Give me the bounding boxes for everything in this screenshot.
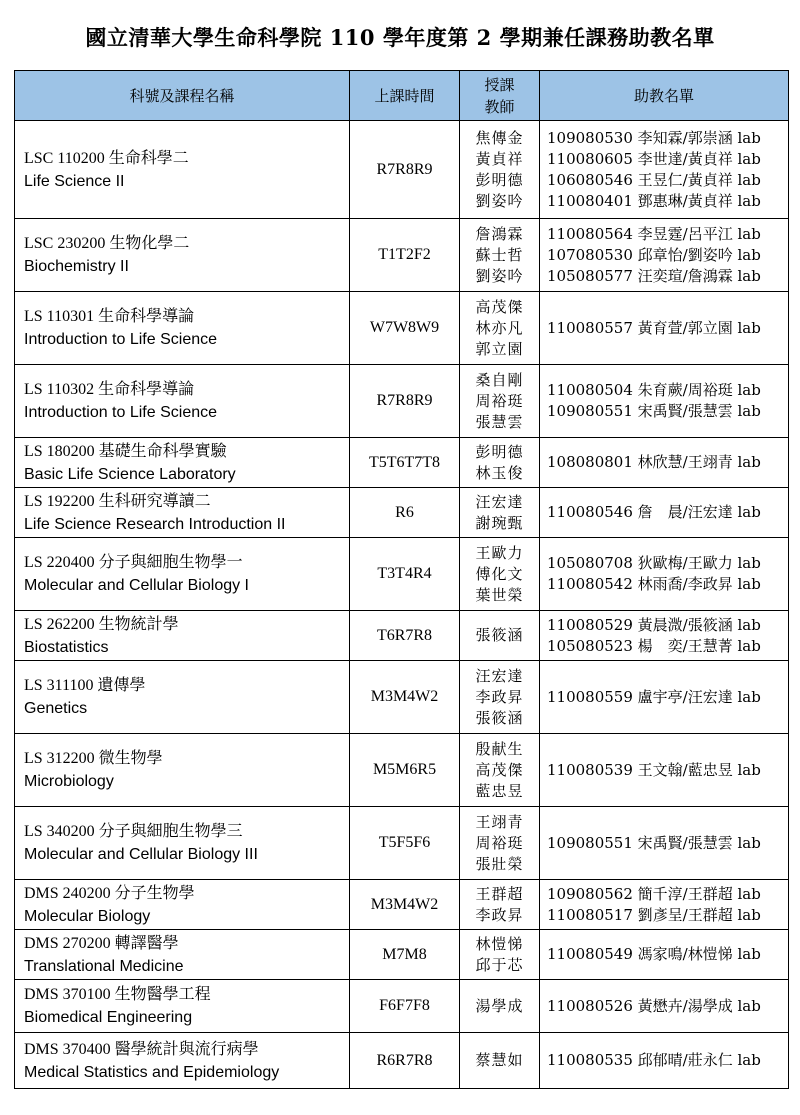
- class-time: T1T2F2: [350, 219, 460, 292]
- course-code: DMS 240200 分子生物學: [24, 884, 195, 902]
- course-name-en: Medical Statistics and Epidemiology: [24, 1063, 280, 1081]
- teacher-cell: [460, 880, 540, 930]
- course-cell: [15, 880, 350, 930]
- ta-entry: 109080551 宋禹賢/張慧雲 lab: [547, 833, 761, 852]
- table-row: [15, 292, 789, 365]
- ta-cell: [540, 611, 789, 661]
- course-cell: [15, 611, 350, 661]
- teacher-cell: [460, 661, 540, 734]
- teacher-name: 張壯榮: [475, 854, 524, 873]
- course-cell: [15, 980, 350, 1033]
- ta-entry: 107080530 邱章怡/劉姿吟 lab: [547, 245, 761, 264]
- teacher-cell: [460, 121, 540, 219]
- ta-cell: [540, 538, 789, 611]
- course-name-en: Introduction to Life Science: [24, 331, 218, 348]
- header-time: 上課時間: [350, 71, 460, 121]
- course-name-en: Molecular and Cellular Biology I: [24, 577, 249, 594]
- ta-entry: 109080562 簡千淳/王群超 lab: [547, 884, 761, 903]
- class-time: M3M4W2: [350, 880, 460, 930]
- course-name-en: Microbiology: [24, 773, 114, 790]
- class-time: R6: [350, 488, 460, 538]
- class-time: F6F7F8: [350, 980, 460, 1033]
- class-time: T5T6T7T8: [350, 438, 460, 488]
- ta-entry: 110080559 盧宇亭/汪宏達 lab: [547, 687, 761, 706]
- class-time: R7R8R9: [350, 365, 460, 438]
- teacher-name: 劉姿吟: [475, 266, 524, 285]
- course-code: LSC 110200 生命科學二: [24, 149, 189, 167]
- course-cell: [15, 538, 350, 611]
- teacher-name: 林亦凡: [475, 318, 524, 337]
- ta-entry: 110080539 王文翰/藍忠昱 lab: [547, 760, 761, 779]
- ta-roster-table: [14, 70, 789, 1089]
- teacher-name: 高茂傑: [475, 297, 524, 316]
- teacher-cell: [460, 488, 540, 538]
- teacher-name: 高茂傑: [475, 760, 524, 779]
- ta-entry: 105080523 楊 奕/王慧菁 lab: [547, 636, 761, 655]
- teacher-cell: [460, 438, 540, 488]
- course-cell: [15, 930, 350, 980]
- teacher-name: 張筱涵: [475, 708, 524, 727]
- course-code: LS 262200 生物統計學: [24, 615, 179, 633]
- table-row: [15, 880, 789, 930]
- teacher-name: 郭立園: [475, 339, 524, 358]
- course-name-en: Biostatistics: [24, 638, 109, 656]
- course-name-en: Introduction to Life Science: [24, 404, 218, 421]
- ta-cell: [540, 438, 789, 488]
- course-name-en: Life Science II: [24, 172, 125, 190]
- ta-entry: 110080564 李昱霆/呂平江 lab: [547, 224, 761, 243]
- course-code: LS 110302 生命科學導論: [24, 381, 195, 398]
- class-time: R7R8R9: [350, 121, 460, 219]
- ta-entry: 109080530 李知霖/郭崇涵 lab: [547, 128, 761, 147]
- teacher-name: 張慧雲: [475, 412, 524, 431]
- ta-cell: [540, 488, 789, 538]
- table-row: [15, 121, 789, 219]
- course-code: LS 220400 分子與細胞生物學一: [24, 554, 243, 571]
- header-teacher-line2: 教師: [484, 97, 515, 116]
- ta-cell: [540, 292, 789, 365]
- teacher-name: 汪宏達: [475, 666, 524, 685]
- class-time: W7W8W9: [350, 292, 460, 365]
- course-code: LS 312200 微生物學: [24, 750, 163, 767]
- teacher-cell: [460, 807, 540, 880]
- course-name-en: Biomedical Engineering: [24, 1009, 193, 1026]
- ta-entry: 110080546 詹 晨/汪宏達 lab: [547, 503, 761, 521]
- ta-entry: 110080504 朱育蕨/周裕珽 lab: [547, 381, 761, 399]
- ta-entry: 110080401 鄧惠琳/黃貞祥 lab: [547, 191, 761, 210]
- course-name-en: Molecular Biology: [24, 907, 151, 925]
- teacher-name: 藍忠昱: [475, 781, 524, 800]
- teacher-cell: [460, 1033, 540, 1089]
- teacher-name: 彭明德: [475, 170, 524, 189]
- table-row: [15, 611, 789, 661]
- teacher-name: 黃貞祥: [475, 149, 524, 168]
- header-course: 科號及課程名稱: [15, 71, 350, 121]
- ta-entry: 110080557 黃育萱/郭立園 lab: [547, 318, 761, 337]
- course-cell: [15, 438, 350, 488]
- teacher-name: 桑自剛: [475, 370, 524, 389]
- table-row: [15, 1033, 789, 1089]
- ta-entry: 109080551 宋禹賢/張慧雲 lab: [547, 402, 761, 420]
- ta-entry: 110080605 李世達/黃貞祥 lab: [547, 149, 761, 168]
- teacher-name: 汪宏達: [475, 492, 524, 511]
- course-cell: [15, 488, 350, 538]
- course-name-en: Basic Life Science Laboratory: [24, 465, 236, 483]
- table-row: [15, 807, 789, 880]
- teacher-cell: [460, 734, 540, 807]
- ta-cell: [540, 219, 789, 292]
- table-row: [15, 538, 789, 611]
- ta-entry: 110080549 馮家鳴/林愷悌 lab: [547, 945, 761, 963]
- teacher-name: 李政昇: [475, 687, 524, 706]
- teacher-cell: [460, 292, 540, 365]
- course-cell: [15, 219, 350, 292]
- class-time: M3M4W2: [350, 661, 460, 734]
- teacher-name: 邱于芯: [475, 955, 524, 974]
- table-row: [15, 930, 789, 980]
- course-name-en: Biochemistry II: [24, 258, 129, 275]
- ta-cell: [540, 734, 789, 807]
- header-ta: 助教名單: [540, 71, 789, 121]
- course-cell: [15, 121, 350, 219]
- teacher-name: 傅化文: [475, 564, 524, 583]
- teacher-name: 蔡慧如: [475, 1051, 524, 1069]
- teacher-name: 周裕珽: [475, 833, 524, 852]
- teacher-name: 周裕珽: [475, 391, 524, 410]
- class-time: R6R7R8: [350, 1033, 460, 1089]
- header-teacher: [460, 71, 540, 121]
- teacher-name: 彭明德: [475, 442, 524, 461]
- ta-cell: [540, 980, 789, 1033]
- teacher-name: 葉世榮: [475, 585, 524, 604]
- course-code: LSC 230200 生物化學二: [24, 235, 190, 252]
- teacher-cell: [460, 365, 540, 438]
- teacher-name: 謝琬甄: [475, 513, 524, 532]
- course-code: LS 110301 生命科學導論: [24, 308, 195, 325]
- course-cell: [15, 734, 350, 807]
- course-name-en: Life Science Research Introduction II: [24, 515, 286, 533]
- course-cell: [15, 292, 350, 365]
- course-code: LS 340200 分子與細胞生物學三: [24, 823, 243, 840]
- course-cell: [15, 661, 350, 734]
- ta-cell: [540, 365, 789, 438]
- ta-cell: [540, 121, 789, 219]
- table-row: [15, 438, 789, 488]
- teacher-name: 林愷悌: [475, 934, 524, 953]
- teacher-name: 林玉俊: [475, 463, 524, 482]
- ta-cell: [540, 1033, 789, 1089]
- teacher-cell: [460, 611, 540, 661]
- table-row: [15, 219, 789, 292]
- ta-cell: [540, 807, 789, 880]
- teacher-name: 詹鴻霖: [475, 224, 524, 243]
- course-name-en: Genetics: [24, 700, 88, 717]
- class-time: T5F5F6: [350, 807, 460, 880]
- teacher-cell: [460, 219, 540, 292]
- ta-cell: [540, 661, 789, 734]
- teacher-name: 王翊青: [475, 812, 524, 831]
- course-code: LS 180200 基礎生命科學實驗: [24, 442, 227, 460]
- course-cell: [15, 365, 350, 438]
- course-code: DMS 270200 轉譯醫學: [24, 934, 179, 952]
- ta-entry: 106080546 王昱仁/黃貞祥 lab: [547, 170, 761, 189]
- course-code: LS 311100 遺傳學: [24, 677, 146, 694]
- ta-entry: 110080542 林雨喬/李政昇 lab: [547, 575, 761, 593]
- header-teacher-line1: 授課: [484, 75, 515, 94]
- table-row: [15, 365, 789, 438]
- table-header-row: [15, 71, 789, 121]
- ta-entry: 110080517 劉彥呈/王群超 lab: [547, 905, 761, 924]
- table-row: [15, 488, 789, 538]
- ta-entry: 105080577 汪奕瑄/詹鴻霖 lab: [547, 266, 761, 285]
- ta-cell: [540, 880, 789, 930]
- table-row: [15, 661, 789, 734]
- ta-entry: 110080526 黃懋卉/湯學成 lab: [547, 996, 761, 1015]
- course-name-en: Molecular and Cellular Biology III: [24, 846, 258, 863]
- teacher-name: 劉姿吟: [475, 191, 524, 210]
- ta-entry: 108080801 林欣慧/王翊青 lab: [547, 453, 761, 471]
- teacher-name: 王歐力: [475, 543, 524, 562]
- course-name-en: Translational Medicine: [24, 957, 184, 975]
- ta-entry: 110080535 邱郁晴/莊永仁 lab: [547, 1051, 761, 1069]
- table-row: [15, 980, 789, 1033]
- ta-entry: 110080529 黃晨溦/張筱涵 lab: [547, 615, 761, 634]
- course-code: DMS 370400 醫學統計與流行病學: [24, 1040, 259, 1058]
- class-time: T3T4R4: [350, 538, 460, 611]
- course-cell: [15, 807, 350, 880]
- teacher-cell: [460, 538, 540, 611]
- class-time: M7M8: [350, 930, 460, 980]
- teacher-name: 焦傳金: [475, 128, 524, 147]
- teacher-name: 王群超: [475, 884, 524, 903]
- page-title: 國立清華大學生命科學院 110 學年度第 2 學期兼任課務助教名單: [85, 25, 715, 50]
- course-code: DMS 370100 生物醫學工程: [24, 986, 211, 1003]
- class-time: T6R7R8: [350, 611, 460, 661]
- course-cell: [15, 1033, 350, 1089]
- teacher-name: 湯學成: [475, 996, 524, 1015]
- ta-entry: 105080708 狄歐梅/王歐力 lab: [547, 554, 761, 572]
- teacher-name: 殷献生: [475, 739, 524, 758]
- teacher-name: 張筱涵: [475, 626, 524, 644]
- course-code: LS 192200 生科研究導讀二: [24, 492, 211, 510]
- class-time: M5M6R5: [350, 734, 460, 807]
- teacher-cell: [460, 930, 540, 980]
- teacher-name: 李政昇: [475, 905, 524, 924]
- table-row: [15, 734, 789, 807]
- teacher-cell: [460, 980, 540, 1033]
- teacher-name: 蘇士哲: [475, 245, 524, 264]
- ta-cell: [540, 930, 789, 980]
